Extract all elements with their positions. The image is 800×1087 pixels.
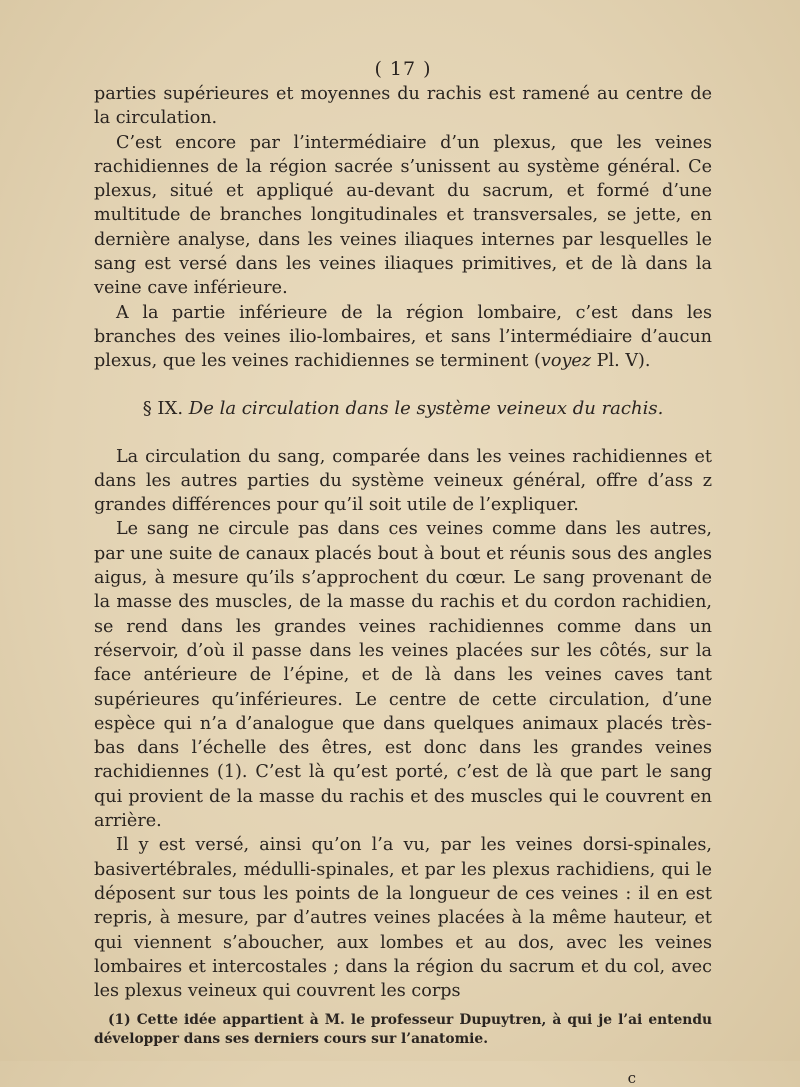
- section-title: De la circulation dans le système veineux du rachis.: [188, 397, 664, 419]
- paragraph-continuation: parties supérieures et moyennes du rachis est ramené au centre de la circulation.: [94, 84, 712, 129]
- paragraph-circulation-intro: La circulation du sang, comparée dans les veines rachidiennes et dans les autres parties du système veineux général, offre d’ass z grandes différences pour qu’il soit utile de l’expliquer.: [94, 446, 712, 516]
- paragraph-lumbar: [94, 301, 712, 374]
- section-number: § IX.: [142, 397, 189, 419]
- paragraph-lumbar-text: A la partie inférieure de la région lombaire, c’est dans les branches des veines ilio-lombaires, et sans l’intermédiaire d’aucun plexus, que les veines rachidiennes se terminent (: [94, 302, 712, 372]
- paragraph-veins-deposit: Il y est versé, ainsi qu’on l’a vu, par les veines dorsi-spinales, basivertébrales, médulli-spinales, et par les plexus rachidiens, qui le déposent sur tous les points de la longueur de ces veines : il en est repris, à mesure, par d’autres veines placées à la même hauteur, et qui viennent s’aboucher, aux lombes et au dos, avec les veines lombaires et intercostales ; dans la région du sacrum et du col, avec les plexus veineux qui couvrent les corps: [94, 835, 712, 1002]
- page-number: ( 17 ): [374, 58, 432, 80]
- footnote-1: (1) Cette idée appartient à M. le professeur Dupuytren, à qui je l’ai entendu développer dans ses derniers cours sur l’anatomie.: [94, 1012, 712, 1048]
- plate-reference: Pl. V).: [591, 351, 651, 372]
- voyez-italic: voyez: [540, 351, 592, 372]
- paragraph-blood-flow: Le sang ne circule pas dans ces veines comme dans les autres, par une suite de canaux placés bout à bout et réunis sous des angles aigus, à mesure qu’ils s’approchent du cœur. Le sang provenant de la masse des muscles, de la masse du rachis et du cordon rachidien, se rend dans les grandes veines rachidiennes comme dans un réservoir, d’où il passe dans les veines placées sur les côtés, sur la face antérieure de l’épine, et de là dans les veines caves tant supérieures qu’inférieures. Le centre de cette circulation, d’une espèce qui n’a d’analogue que dans quelques animaux placés très-bas dans l’échelle des êtres, est donc dans les grandes veines rachidiennes (1). C’est là qu’est porté, c’est de là que part le sang qui provient de la masse du rachis et des muscles qui le couvrent en arrière.: [94, 519, 712, 832]
- paragraph-sacral-plexus: C’est encore par l’intermédiaire d’un plexus, que les veines rachidiennes de la région sacrée s’unissent au système général. Ce plexus, situé et appliqué au-devant du sacrum, et formé d’une multitude de branches longitudinales et transversales, se jette, en dernière analyse, dans les veines iliaques internes par lesquelles le sang est versé dans les veines iliaques primitives, et de là dans la veine cave inférieure.: [94, 132, 712, 299]
- footnotes: [94, 1011, 712, 1049]
- document-page: [94, 58, 712, 1087]
- signature-mark: c: [627, 1069, 636, 1087]
- section-heading: [94, 398, 712, 419]
